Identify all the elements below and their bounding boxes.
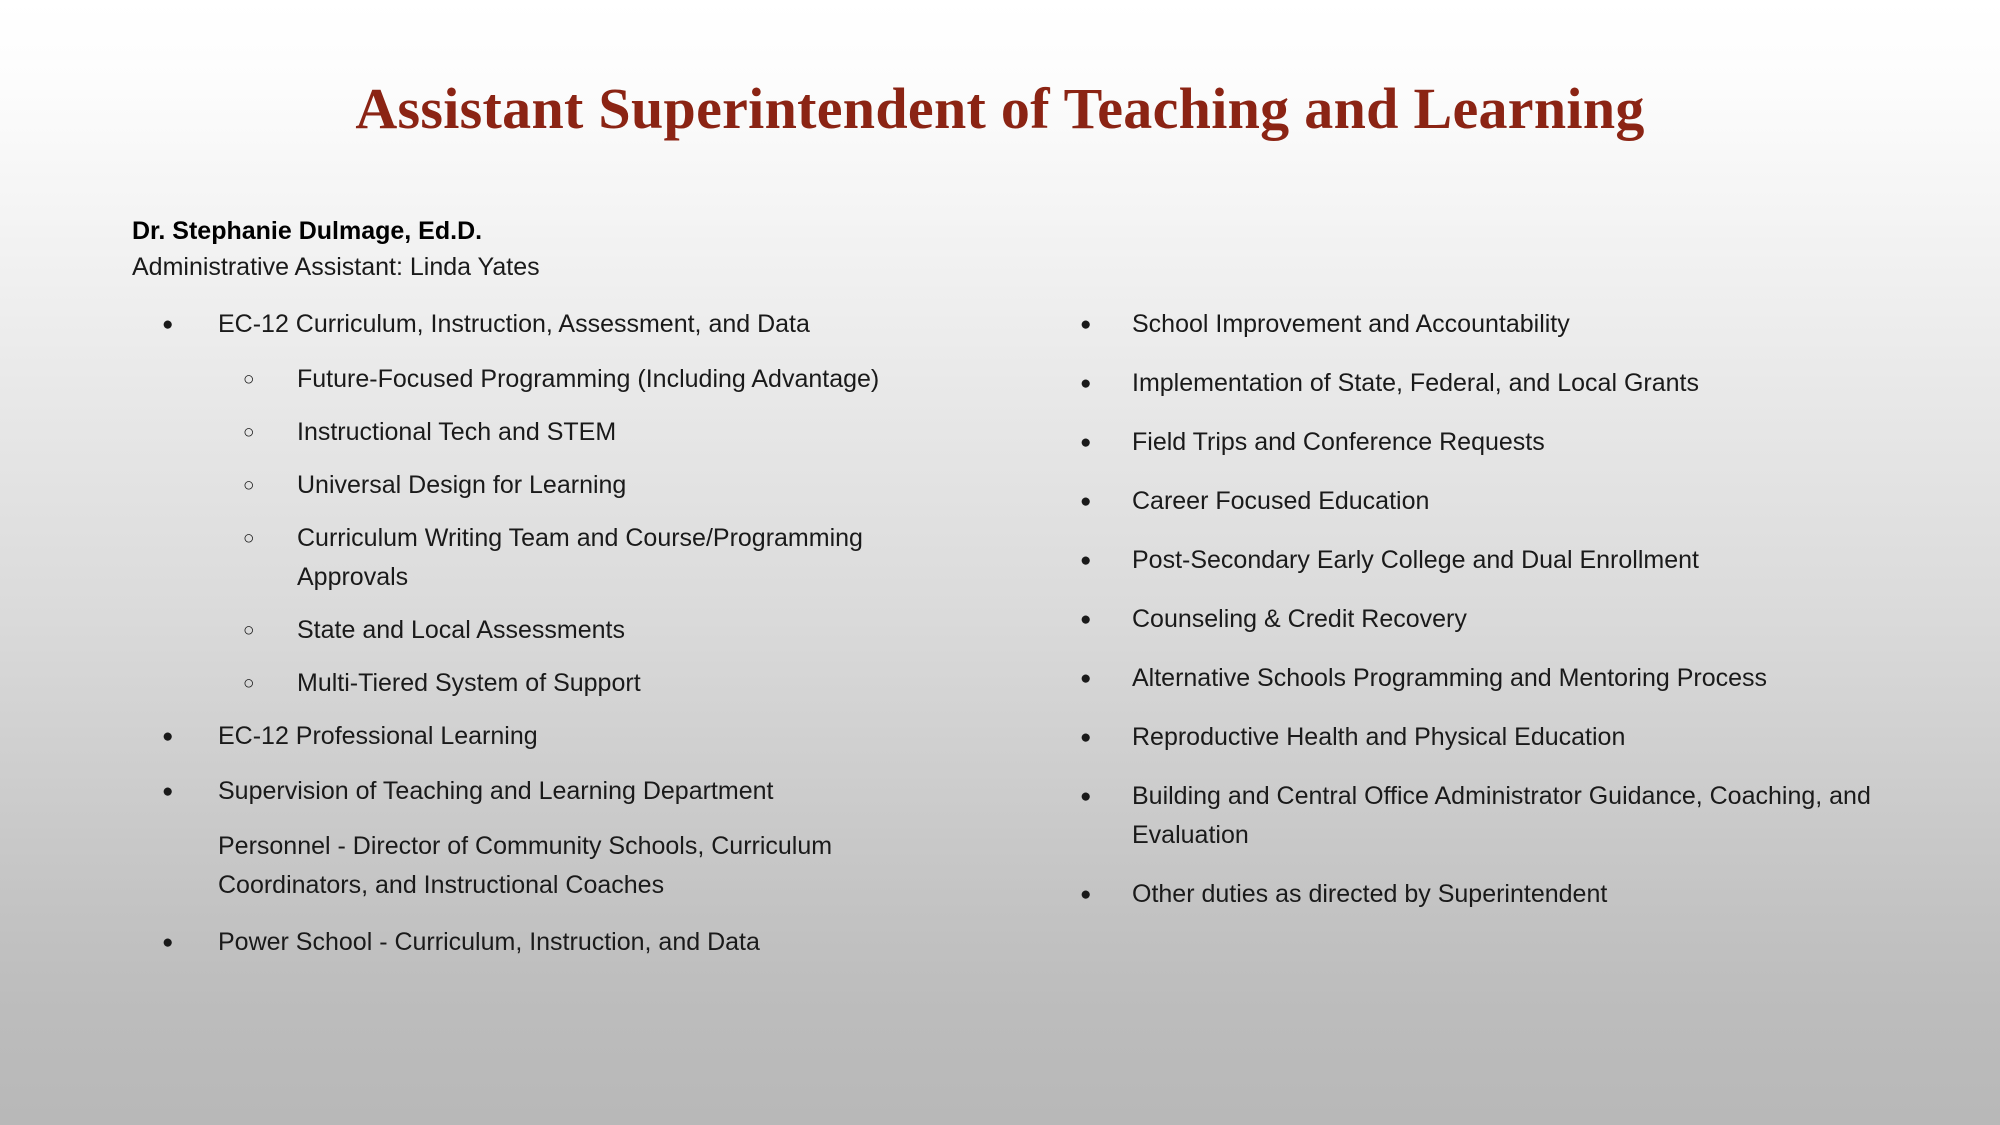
list-item-label: Alternative Schools Programming and Mentoring Process: [1132, 664, 1768, 692]
left-column: [140, 305, 960, 978]
list-item: [1040, 659, 1900, 698]
list-item: [1040, 875, 1900, 914]
bullet-hollow-icon: ○: [243, 475, 255, 496]
list-item: [140, 664, 960, 703]
bullet-filled-icon: ●: [1080, 432, 1092, 453]
list-item-label: Field Trips and Conference Requests: [1132, 428, 1545, 456]
list-item: [1040, 423, 1900, 462]
list-item-label: Supervision of Teaching and Learning Department: [218, 777, 774, 805]
list-item-label: Instructional Tech and STEM: [297, 418, 617, 446]
list-item: [1040, 541, 1900, 580]
bullet-hollow-icon: ○: [243, 673, 255, 694]
bullet-hollow-icon: ○: [243, 422, 255, 443]
bullet-filled-icon: ●: [162, 726, 174, 747]
list-item-label: Personnel - Director of Community Schools, Curriculum Coordinators, and Instructional Coaches: [218, 832, 833, 899]
list-item-label: Implementation of State, Federal, and Local Grants: [1132, 369, 1699, 397]
bullet-filled-icon: ●: [1080, 609, 1092, 630]
list-item-label: Counseling & Credit Recovery: [1132, 605, 1467, 633]
right-column-list: [1040, 305, 1900, 914]
list-item: [1040, 718, 1900, 757]
list-item-label: Career Focused Education: [1132, 487, 1430, 515]
list-item: [1040, 364, 1900, 403]
list-item-label: EC-12 Curriculum, Instruction, Assessment, and Data: [218, 310, 810, 338]
list-item: [140, 413, 960, 452]
bullet-filled-icon: ●: [1080, 786, 1092, 807]
list-item-label: Future-Focused Programming (Including Advantage): [297, 365, 880, 393]
list-item: [140, 611, 960, 650]
bullet-filled-icon: ●: [1080, 884, 1092, 905]
bullet-filled-icon: ●: [1080, 314, 1092, 335]
list-item: [1040, 482, 1900, 521]
bullet-filled-icon: ●: [162, 932, 174, 953]
list-item-label: Post-Secondary Early College and Dual Enrollment: [1132, 546, 1699, 574]
list-item: [140, 717, 960, 756]
list-item: [140, 519, 960, 597]
left-column-list: [140, 305, 960, 962]
list-item-label: Power School - Curriculum, Instruction, and Data: [218, 928, 760, 956]
list-item-label: EC-12 Professional Learning: [218, 722, 538, 750]
list-item: [1040, 600, 1900, 639]
person-administrative-assistant: Administrative Assistant: Linda Yates: [132, 253, 540, 281]
person-block: [132, 213, 540, 285]
bullet-hollow-icon: ○: [243, 369, 255, 390]
person-name: Dr. Stephanie Dulmage, Ed.D.: [132, 217, 483, 245]
list-item-label: Other duties as directed by Superintendent: [1132, 880, 1608, 908]
list-item-continuation: [140, 827, 960, 905]
list-item: [140, 466, 960, 505]
bullet-filled-icon: ●: [1080, 491, 1092, 512]
right-column: [1040, 305, 1900, 934]
bullet-filled-icon: ●: [162, 314, 174, 335]
bullet-filled-icon: ●: [1080, 668, 1092, 689]
list-item: [140, 923, 960, 962]
list-item: [1040, 777, 1900, 855]
bullet-filled-icon: ●: [162, 781, 174, 802]
list-item-label: State and Local Assessments: [297, 616, 625, 644]
bullet-filled-icon: ●: [1080, 727, 1092, 748]
bullet-filled-icon: ●: [1080, 550, 1092, 571]
list-item: [140, 360, 960, 399]
list-item-label: Multi-Tiered System of Support: [297, 669, 641, 697]
list-item-label: Curriculum Writing Team and Course/Programming Approvals: [297, 524, 863, 591]
content-columns: [0, 305, 2000, 1065]
page-title: Assistant Superintendent of Teaching and Learning: [355, 76, 1645, 141]
list-item-label: School Improvement and Accountability: [1132, 310, 1570, 338]
list-item: [1040, 305, 1900, 344]
list-item-label: Universal Design for Learning: [297, 471, 627, 499]
bullet-filled-icon: ●: [1080, 373, 1092, 394]
list-item: [140, 305, 960, 344]
list-item: [140, 772, 960, 811]
bullet-hollow-icon: ○: [243, 528, 255, 549]
bullet-hollow-icon: ○: [243, 620, 255, 641]
list-item-label: Reproductive Health and Physical Education: [1132, 723, 1626, 751]
list-item-label: Building and Central Office Administrator Guidance, Coaching, and Evaluation: [1132, 782, 1871, 849]
